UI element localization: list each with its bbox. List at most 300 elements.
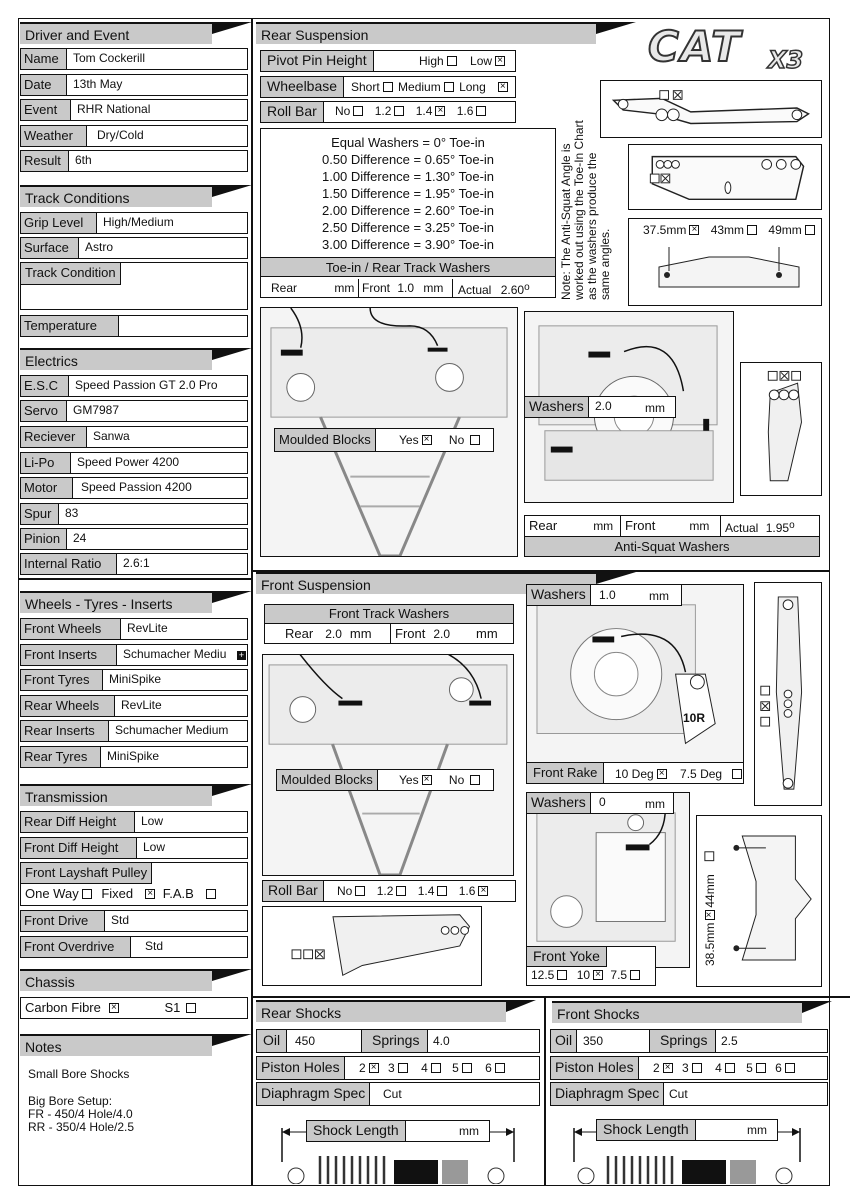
rear-moulded-options[interactable] [399,433,480,447]
transmission-header: Transmission [20,784,212,806]
fs-piston-label: Piston Holes [551,1057,639,1079]
internal-ratio-label: Internal Ratio [21,554,117,574]
ft-rear-label: Rear [285,626,314,641]
fab-label: F.A.B [162,886,194,901]
front-tyres-row[interactable] [20,669,248,691]
yoke1-label: 12.5 [531,968,555,982]
chart-line: 1.00 Difference = 1.30° Toe-in [321,169,495,184]
overflow-plus-icon[interactable]: + [238,650,245,660]
front-moulded-no-label: No [448,773,465,787]
left-divider [18,578,252,580]
servo-value[interactable]: GM7987 [73,403,120,417]
frb-16-checkbox[interactable] [478,886,488,896]
rs-length-label: Shock Length [307,1121,406,1141]
layshaft-box [20,862,248,906]
yoke-options[interactable] [531,968,640,982]
as-front-unit: mm [689,519,710,533]
fs-length-unit: mm [747,1123,767,1137]
front-washers-value[interactable]: 1.0 [599,588,616,602]
layshaft-label: Front Layshaft Pulley [21,863,152,884]
as-washers-label: Washers [525,397,589,417]
date-label: Date [21,75,67,95]
temperature-label: Temperature [21,316,119,336]
result-row[interactable] [20,150,248,172]
lipo-row[interactable] [20,452,248,474]
rs-p4-label: 4 [421,1061,428,1075]
yoke3-checkbox[interactable] [630,970,640,980]
rs-p3-checkbox[interactable] [398,1063,408,1073]
rs-p6-checkbox[interactable] [495,1063,505,1073]
rs-p3-label: 3 [388,1061,395,1075]
dim2-label: 44mm [703,874,717,908]
rb-12-label: 1.2 [374,104,392,118]
fs-p4-checkbox[interactable] [725,1063,735,1073]
toe-front-value[interactable]: 1.0 [397,281,415,295]
front-moulded-label: Moulded Blocks [277,770,378,790]
medium-checkbox[interactable] [444,82,454,92]
carbon-label: Carbon Fibre [25,1000,101,1015]
front-track-washers [264,604,514,644]
front-rollbar-row[interactable] [262,880,516,902]
front-rake-diagram [526,584,744,784]
rear-moulded-yes-label: Yes [399,433,419,447]
fs-p3-checkbox[interactable] [692,1063,702,1073]
rs-diaphragm-value[interactable]: Cut [383,1087,402,1101]
wheelbase-row[interactable] [260,76,516,98]
motor-value[interactable]: Speed Passion 4200 [81,480,192,494]
fs-diaphragm-label: Diaphragm Spec [551,1083,664,1105]
rs-springs-label: Springs [361,1030,428,1052]
dim-label [703,874,717,966]
oneway-checkbox[interactable] [82,889,92,899]
fs-p6-label: 6 [775,1061,782,1075]
front-yoke-label: Front Yoke [527,947,607,967]
pivot-pin-row[interactable] [260,50,516,72]
ft-rear-value[interactable]: 2.0 [325,627,342,641]
rear-hub-diagram [628,144,822,210]
name-value[interactable]: Tom Cockerill [73,51,146,65]
frb-no-label: No [337,884,353,898]
track-header: Track Conditions [20,185,212,207]
name-label: Name [21,49,67,69]
rb-16-label: 1.6 [456,104,474,118]
chart-line: 3.00 Difference = 3.90° Toe-in [321,237,495,252]
fs-p5-label: 5 [746,1061,753,1075]
front-wheels-value[interactable]: RevLite [127,621,168,635]
event-label: Event [21,100,71,120]
hole-plate-icon [629,237,823,305]
front-inserts-label: Front Inserts [21,645,117,665]
spur-label: Spur [21,504,59,524]
notes-line: Big Bore Setup: [28,1094,113,1108]
pivot-label: Pivot Pin Height [261,51,374,71]
event-row[interactable] [20,99,248,121]
rake2-checkbox[interactable] [732,769,742,779]
rb-16-checkbox[interactable] [476,106,486,116]
rs-p2-label: 2 [359,1061,366,1075]
front-drive-value[interactable]: Std [111,913,130,927]
spur-row[interactable] [20,503,248,525]
front-moulded-row[interactable] [276,769,494,791]
result-label: Result [21,151,69,171]
motor-label: Motor [21,478,73,498]
front-washers-unit: mm [649,589,669,603]
servo-label: Servo [21,401,67,421]
fs-diaphragm-value[interactable]: Cut [669,1087,688,1101]
fs-oil-row[interactable] [550,1029,828,1053]
rs-length-unit: mm [459,1124,479,1138]
rear-moulded-no-label: No [448,433,465,447]
rs-p2-checkbox[interactable] [369,1063,379,1073]
rear-moulded-no-checkbox[interactable] [470,435,480,445]
as-title: Anti-Squat Washers [525,536,819,556]
chart-line: 2.00 Difference = 2.60° Toe-in [321,203,495,218]
rs-p5-label: 5 [452,1061,459,1075]
name-row[interactable] [20,48,248,70]
toe-rear-unit: mm [334,281,355,295]
yoke1-checkbox[interactable] [557,970,567,980]
front-diff-row[interactable] [20,837,248,859]
front-tyres-value[interactable]: MiniSpike [109,672,162,686]
front-moulded-yes-checkbox[interactable] [422,775,432,785]
hole1-label: 37.5mm [643,223,687,237]
as-washers-value[interactable]: 2.0 [595,399,612,413]
as-front-label: Front [625,518,656,533]
pinion-value[interactable]: 24 [73,531,87,545]
driver-header: Driver and Event [20,22,212,44]
rb-14-checkbox[interactable] [435,106,445,116]
toe-title: Toe-in / Rear Track Washers [261,257,555,277]
front-washers-field[interactable] [526,584,682,606]
rs-springs-value[interactable]: 4.0 [433,1034,450,1048]
spur-value[interactable]: 83 [65,506,79,520]
toe-rear-field[interactable] [261,279,359,297]
toe-front-field[interactable] [359,279,453,297]
event-value[interactable]: RHR National [77,102,151,116]
logo-text: CAT [648,22,742,71]
motor-row[interactable] [20,477,248,499]
long-checkbox[interactable] [498,82,508,92]
front-rollbar-options[interactable] [337,884,488,898]
grip-value[interactable]: High/Medium [103,215,174,229]
front-inserts-row[interactable] [20,644,248,666]
notes-body[interactable] [28,1068,243,1134]
rear-inserts-row[interactable] [20,720,248,742]
high-label: High [419,54,444,68]
as-rear-field[interactable] [525,516,621,536]
front-drive-row[interactable] [20,910,248,932]
s1-checkbox[interactable] [186,1003,196,1013]
front-washers-label: Washers [527,585,591,605]
toe-rear-label: Rear [271,281,298,295]
pinion-label: Pinion [21,529,67,549]
surface-label: Surface [21,238,79,258]
fs-piston-row[interactable] [550,1056,828,1080]
fs-p4-label: 4 [715,1061,722,1075]
toe-chart-lines [261,134,555,253]
frb-14-label: 1.4 [417,884,435,898]
oneway-label: One Way [25,886,79,901]
esc-row[interactable] [20,375,248,397]
toe-actual-value[interactable]: 2.60 [500,283,525,297]
rake1-checkbox[interactable] [657,769,667,779]
hole-spacing-diagram[interactable] [628,218,822,306]
dim1-label: 38.5mm [703,922,717,966]
internal-ratio-value[interactable]: 2.6:1 [123,556,150,570]
front-suspension-header: Front Suspension [256,572,596,594]
weather-value[interactable]: Dry/Cold [97,128,144,142]
pinion-row[interactable] [20,528,248,550]
receiver-label: Reciever [21,427,87,447]
rear-tyres-value[interactable]: MiniSpike [107,749,160,763]
fs-p5-checkbox[interactable] [756,1063,766,1073]
rear-wheels-value[interactable]: RevLite [121,698,162,712]
receiver-value[interactable]: Sanwa [93,429,130,443]
front-overdrive-value[interactable]: Std [145,939,164,953]
front-drive-label: Front Drive [21,911,105,931]
frb-no-checkbox[interactable] [355,886,365,896]
ft-front-field[interactable] [391,624,513,644]
low-label: Low [470,54,493,68]
esc-value[interactable]: Speed Passion GT 2.0 Pro [75,378,218,392]
front-inserts-value[interactable]: Schumacher Mediu [123,647,227,661]
receiver-row[interactable] [20,426,248,448]
toe-actual-field[interactable] [455,279,555,297]
rear-rollbar-label: Roll Bar [261,102,324,122]
short-label: Short [351,80,380,94]
chart-line: 1.50 Difference = 1.95° Toe-in [321,186,495,201]
medium-label: Medium [398,80,441,94]
chassis-options[interactable] [20,997,248,1019]
surface-value[interactable]: Astro [85,240,114,254]
temperature-value[interactable] [119,316,247,336]
rear-rollbar-row[interactable] [260,101,516,123]
fs-springs-value[interactable]: 2.5 [721,1034,738,1048]
frb-12-checkbox[interactable] [396,886,406,896]
date-row[interactable] [20,74,248,96]
frb-16-label: 1.6 [458,884,476,898]
front-moulded-no-checkbox[interactable] [470,775,480,785]
electrics-header: Electrics [20,348,212,370]
result-value[interactable]: 6th [75,153,92,167]
date-value[interactable]: 13th May [73,77,123,91]
rear-tyres-row[interactable] [20,746,248,768]
fs-length-label: Shock Length [597,1120,696,1140]
yoke-washers-unit: mm [645,797,665,811]
front-moulded-yes-label: Yes [399,773,419,787]
fab-checkbox[interactable] [206,889,216,899]
internal-ratio-row[interactable] [20,553,248,575]
hole1-checkbox[interactable] [689,225,699,235]
front-overdrive-row[interactable] [20,936,248,958]
notes-line: Small Bore Shocks [28,1067,130,1081]
pivot-options[interactable] [419,54,505,68]
fs-springs-label: Springs [649,1030,716,1052]
rear-moulded-label: Moulded Blocks [275,429,376,451]
wheels-header: Wheels - Tyres - Inserts [20,591,212,613]
front-wheels-label: Front Wheels [21,619,121,639]
as-actual-value[interactable]: 1.95 [765,521,790,535]
hole3-label: 49mm [768,223,802,237]
hole2-label: 43mm [710,223,745,237]
fs-p2-label: 2 [653,1061,660,1075]
frb-14-checkbox[interactable] [437,886,447,896]
front-yoke-box[interactable] [526,946,656,986]
lipo-value[interactable]: Speed Power 4200 [77,455,180,469]
hole3-checkbox[interactable] [805,225,815,235]
front-track-diagram [262,654,514,876]
rb-no-label: No [335,104,351,118]
ft-front-value[interactable]: 2.0 [433,627,451,641]
rear-wheels-label: Rear Wheels [21,696,115,716]
front-rake-label: Front Rake [527,763,604,783]
front-track-title: Front Track Washers [265,605,513,624]
as-washers-field[interactable] [524,396,676,418]
yoke2-checkbox[interactable] [593,970,603,980]
shocks-divider [252,996,850,998]
fs-oil-value[interactable]: 350 [583,1034,604,1048]
fs-oil-label: Oil [551,1030,577,1052]
rake2-label: 7.5 Deg [680,767,723,781]
rear-moulded-yes-checkbox[interactable] [422,435,432,445]
rear-diff-row[interactable] [20,811,248,833]
as-front-field[interactable] [621,516,721,536]
as-actual-field[interactable] [723,516,819,536]
short-checkbox[interactable] [383,82,393,92]
rear-bracket-diagram [740,362,822,496]
rb-12-checkbox[interactable] [394,106,404,116]
hole2-checkbox[interactable] [747,225,757,235]
weather-row[interactable] [20,125,248,147]
notes-line: FR - 450/4 Hole/4.0 [28,1107,133,1121]
carbon-checkbox[interactable] [109,1003,119,1013]
rs-oil-label: Oil [257,1030,287,1052]
front-moulded-options[interactable] [399,773,480,787]
front-wheels-row[interactable] [20,618,248,640]
front-rake-options[interactable] [615,767,742,781]
anti-squat-fields [524,515,820,557]
rs-piston-row[interactable] [256,1056,540,1080]
rs-p5-checkbox[interactable] [462,1063,472,1073]
as-rear-label: Rear [529,518,558,533]
rear-shocks-header: Rear Shocks [256,1000,506,1022]
notes-line: RR - 350/4 Hole/2.5 [28,1120,135,1134]
front-shocks-header: Front Shocks [552,1001,802,1023]
front-rake-row[interactable] [526,762,744,784]
rs-oil-value[interactable]: 450 [295,1034,316,1048]
surface-row[interactable] [20,237,248,259]
grip-label: Grip Level [21,213,97,233]
lipo-label: Li-Po [21,453,71,473]
s1-label: S1 [164,1000,181,1015]
front-shock-icon [552,1124,828,1184]
fs-piston-options[interactable] [653,1061,795,1075]
yoke-washers-field[interactable] [526,792,674,814]
fs-p6-checkbox[interactable] [785,1063,795,1073]
rear-shock-icon [260,1126,538,1184]
toe-actual-label: Actual [458,283,492,297]
front-diff-value[interactable]: Low [143,840,166,854]
rs-p4-checkbox[interactable] [431,1063,441,1073]
servo-row[interactable] [20,400,248,422]
rear-suspension-header: Rear Suspension [256,22,596,44]
fixed-checkbox[interactable] [145,889,155,899]
yoke2-label: 10 [576,968,591,982]
front-plate-dim-diagram [696,815,822,987]
logo-sub: X3 [768,46,804,74]
rear-diff-label: Rear Diff Height [21,812,135,832]
hole-options[interactable] [643,223,815,237]
as-rear-unit: mm [593,519,614,533]
toe-front-label: Front [362,281,391,295]
fs-p3-label: 3 [682,1061,689,1075]
front-plate-diagram [262,906,482,986]
rear-diff-value[interactable]: Low [141,814,164,828]
ft-rear-field[interactable] [265,624,391,644]
weather-label: Weather [21,126,87,146]
grip-row[interactable] [20,212,248,234]
dim1-checkbox[interactable] [705,910,715,920]
rear-inserts-label: Rear Inserts [21,721,109,741]
rb-no-checkbox[interactable] [353,106,363,116]
rs-piston-options[interactable] [359,1061,505,1075]
as-actual-label: Actual [725,521,759,535]
yoke-washers-value[interactable]: 0 [599,795,606,809]
esc-label: E.S.C [21,376,69,396]
yoke-washers-label: Washers [527,793,591,813]
high-checkbox[interactable] [447,56,457,66]
rear-inserts-value[interactable]: Schumacher Medium [115,723,229,737]
rs-p6-label: 6 [485,1061,492,1075]
rs-diaphragm-row[interactable] [256,1082,540,1106]
front-diff-label: Front Diff Height [21,838,137,858]
layshaft-options[interactable] [25,886,216,901]
degree-icon: o [789,520,795,531]
toe-chart [260,128,556,298]
ft-front-label: Front [395,626,426,641]
pivot-diagram [600,80,822,138]
long-label: Long [459,80,486,94]
wheelbase-options[interactable] [351,80,508,94]
front-yoke-diagram [526,792,690,968]
wheelbase-label: Wheelbase [261,77,344,97]
rear-tyres-label: Rear Tyres [21,747,101,767]
degree-icon: o [524,282,530,293]
temperature-row[interactable] [20,315,248,337]
chart-line: Equal Washers = 0° Toe-in [331,135,485,150]
chart-line: 0.50 Difference = 0.65° Toe-in [321,152,495,167]
front-rollbar-label: Roll Bar [263,881,324,901]
low-checkbox[interactable] [495,56,505,66]
fixed-label: Fixed [101,886,134,901]
notes-header: Notes [20,1034,212,1056]
rs-piston-label: Piston Holes [257,1057,345,1079]
fs-diaphragm-row[interactable] [550,1082,828,1106]
front-tyres-label: Front Tyres [21,670,103,690]
fs-p2-checkbox[interactable] [663,1063,673,1073]
rear-moulded-row[interactable] [274,428,494,452]
frb-12-label: 1.2 [376,884,394,898]
rake1-label: 10 Deg [615,767,654,781]
rear-rollbar-options[interactable] [335,104,486,118]
rs-oil-row[interactable] [256,1029,540,1053]
front-overdrive-label: Front Overdrive [21,937,131,957]
ft-front-unit: mm [476,626,498,641]
track-condition-box[interactable] [20,262,248,310]
rear-wheels-row[interactable] [20,695,248,717]
rs-diaphragm-label: Diaphragm Spec [257,1083,370,1105]
front-tag: 10R [683,711,706,725]
